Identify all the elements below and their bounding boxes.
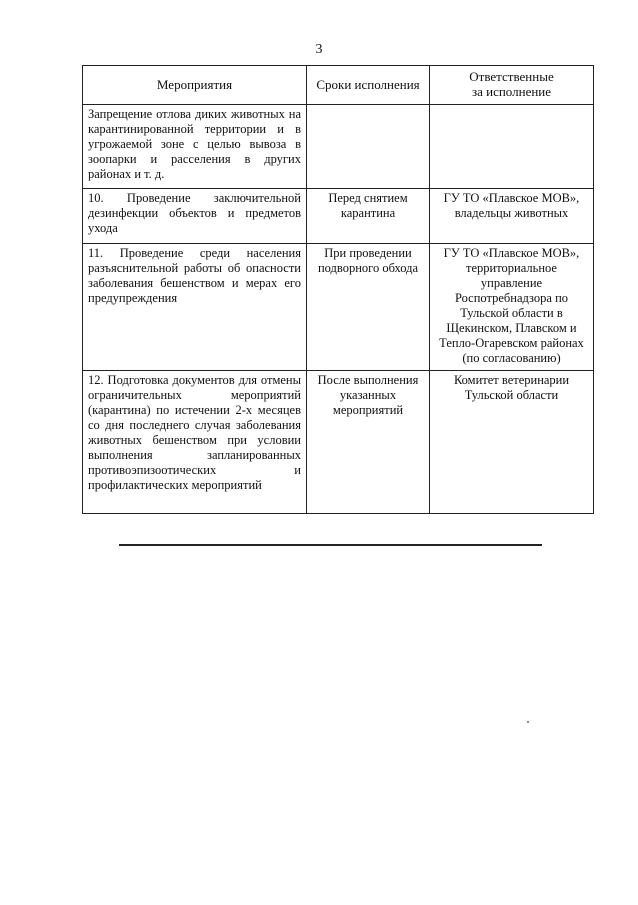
deadline-cell <box>307 105 430 189</box>
page-number: 3 <box>315 42 323 57</box>
table-header-row <box>83 66 594 105</box>
measure-cell: Запрещение отлова диких животных на карантинированной территории и в угрожаемой зоне с целью вывоза в зоопарки и расселения в других районах и т. д. <box>83 105 307 189</box>
table-row <box>83 105 594 189</box>
table-row <box>83 244 594 371</box>
responsible-cell: Комитет ветеринарии Тульской области <box>430 371 594 514</box>
table-row <box>83 189 594 244</box>
header-measures: Мероприятия <box>83 66 307 105</box>
deadline-cell: После выполнения указанных мероприятий <box>307 371 430 514</box>
table-row <box>83 371 594 514</box>
measure-cell: 11. Проведение среди населения разъяснительной работы об опасности заболевания бешенством и мерах его предупреждения <box>83 244 307 371</box>
header-responsible: Ответственные за исполнение <box>430 66 594 105</box>
deadline-cell: При проведении подворного обхода <box>307 244 430 371</box>
scan-speck <box>527 721 529 723</box>
measure-cell: 10. Проведение заключительной дезинфекции объектов и предметов ухода <box>83 189 307 244</box>
deadline-cell: Перед снятием карантина <box>307 189 430 244</box>
responsible-cell: ГУ ТО «Плавское МОВ», владельцы животных <box>430 189 594 244</box>
header-deadline: Сроки исполнения <box>307 66 430 105</box>
responsible-cell <box>430 105 594 189</box>
end-separator-line <box>119 544 542 546</box>
responsible-cell: ГУ ТО «Плавское МОВ», территориальное управление Роспотребнадзора по Тульской области в Щекинском, Плавском и Тепло-Огаревском районах (по согласованию) <box>430 244 594 371</box>
measure-cell: 12. Подготовка документов для отмены ограничительных мероприятий (карантина) по истечении 2-х месяцев со дня последнего случая заболевания животных бешенством при условии выполнения запланированных противоэпизоотических и профилактических мероприятий <box>83 371 307 514</box>
measures-table <box>82 65 594 514</box>
